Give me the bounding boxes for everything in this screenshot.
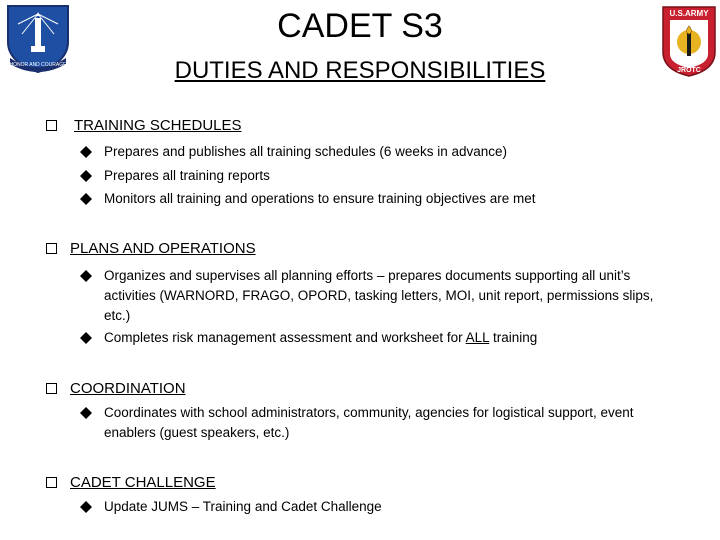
svg-text:JROTC: JROTC — [677, 67, 701, 74]
page-subtitle: DUTIES AND RESPONSIBILITIES — [174, 57, 546, 84]
checkbox-icon — [46, 477, 57, 488]
list-item: Prepares all training reports — [80, 166, 700, 186]
page-title: CADET S3 — [277, 7, 443, 45]
diamond-bullet-icon — [80, 170, 92, 182]
diamond-bullet-icon — [80, 501, 92, 513]
diamond-bullet-icon — [80, 270, 92, 282]
section-heading: TRAINING SCHEDULES — [74, 117, 242, 134]
diamond-bullet-icon — [80, 193, 92, 205]
diamond-bullet-icon — [80, 407, 92, 419]
section-heading: COORDINATION — [70, 380, 186, 397]
checkbox-icon — [46, 383, 57, 394]
list-item: Coordinates with school administrators, community, agencies for logistical support, event enablers (guest speakers, etc.) — [80, 403, 670, 443]
emphasis-all: ALL — [465, 330, 490, 345]
list-item: Organizes and supervises all planning efforts – prepares documents supporting all unit’s activities (WARNORD, FRAGO, OPORD, tasking letters, MOI, unit report, permissions slips, etc.) — [80, 266, 680, 326]
list-item: Prepares and publishes all training schedules (6 weeks in advance) — [80, 142, 700, 162]
svg-text:U.S.ARMY: U.S.ARMY — [669, 9, 709, 18]
checkbox-icon — [46, 120, 57, 131]
section-heading: PLANS AND OPERATIONS — [70, 240, 256, 257]
svg-text:HONOR AND COURAGE: HONOR AND COURAGE — [9, 62, 67, 68]
diamond-bullet-icon — [80, 146, 92, 158]
list-item: Monitors all training and operations to ensure training objectives are met — [80, 189, 700, 209]
diamond-bullet-icon — [80, 332, 92, 344]
list-item: Update JUMS – Training and Cadet Challenge — [80, 497, 700, 517]
checkbox-icon — [46, 243, 57, 254]
list-item: Completes risk management assessment and worksheet for ALL training — [80, 328, 700, 348]
section-heading: CADET CHALLENGE — [70, 474, 216, 491]
